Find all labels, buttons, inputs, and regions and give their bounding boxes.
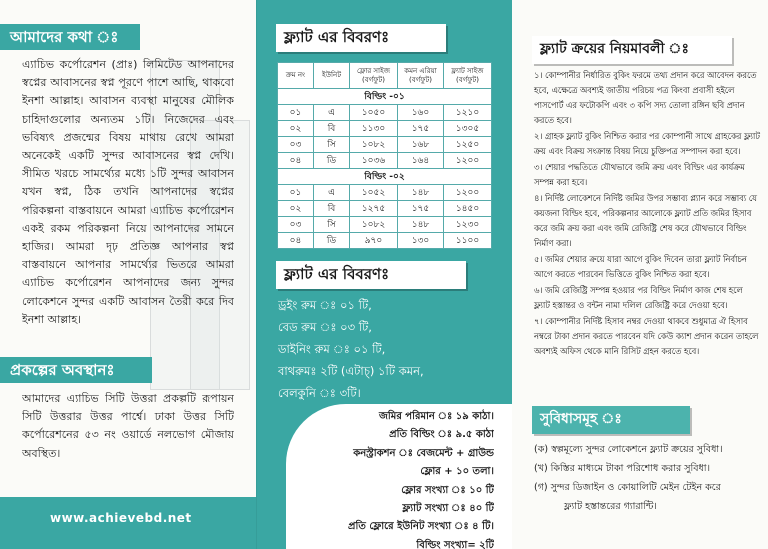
table-cell: ১২৭৫ (350, 201, 398, 217)
table-cell: ১০৫২ (350, 185, 398, 201)
project-stats-card (286, 404, 512, 549)
benefits-list (534, 440, 762, 516)
stat-item: ফ্লোর + ১০ তলা। (420, 466, 494, 478)
list-item: বাথরুমঃ ২টি (এটাচ্‌) ১টি কমন, (278, 364, 424, 378)
table-row (278, 105, 492, 121)
benefit-item: (খ) কিস্তির মাধ্যমে টাকা পরিশোধ করার সুবিধা। (534, 463, 710, 474)
col-header: ফ্ল্যাট সাইজ (বর্গফুট) (444, 63, 492, 89)
benefits-title: সুবিধাসমূহ ঃ (532, 406, 690, 434)
flat-details-list (278, 294, 498, 404)
fold-line (256, 0, 257, 549)
rules-list (534, 68, 760, 360)
rule-item: ২। গ্রাহক ফ্ল্যাট বুকিং নিশ্চিত করার পর কোম্পানী সাথে গ্রাহকের ফ্ল্যাট ক্রয় এবং বিক্রয় সংক্রান্ত বিষয় নিয়ে চুক্তিপত্র সম্পাদন করা হবে। (534, 131, 760, 156)
table-row (278, 217, 492, 233)
table-cell: ১৩০ (398, 233, 444, 249)
table-cell: ০২ (278, 201, 314, 217)
table-cell: সি (314, 137, 350, 153)
table-cell: ডি (314, 233, 350, 249)
table-cell: ১০৩৬ (350, 153, 398, 169)
table-cell: ১৭৫ (398, 201, 444, 217)
stat-item: জমির পরিমান ঃ ১৯ কাঠা। (378, 411, 494, 422)
left-panel (0, 0, 256, 549)
table-cell: ১০৫০ (350, 105, 398, 121)
table-cell: ০৪ (278, 233, 314, 249)
table-cell: ০৩ (278, 137, 314, 153)
table-cell: ১২০০ (444, 153, 492, 169)
table-row (278, 121, 492, 137)
location-text: আমাদের এ্যাচিভ সিটি উত্তরা প্রকল্পটি রূপায়ন সিটি উত্তরার উত্তর পার্শ্বে। ঢাকা উত্তর সিটি কর্পোরেশনের ৫৩ নং ওয়ার্ডে নলভোগ মৌজায় অবস্থিত। (22, 392, 234, 460)
flat-details-title: ফ্ল্যাট এর বিবরণঃ (276, 261, 466, 289)
table-cell: বি (314, 201, 350, 217)
rule-item: ১। কোম্পানীর নির্ধারিত বুকিং ফরমে তথ্য প্রদান করে আবেদন করতে হবে, এক্ষেত্রে অবশ্যই জাতীয় পরিচয় পত্র কিংবা প্রবাসী হইলে পাসপোর্ট এর ফটোকপি এবং ৩ কপি সদ্য তোলা রঙ্গিন ছবি প্রদান করতে হবে। (534, 70, 757, 125)
stat-item: প্রতি ফ্লোরে ইউনিট সংখ্যা ঃ ৪ টি। (348, 521, 494, 533)
table-cell: এ (314, 185, 350, 201)
table-cell: ১২১০ (444, 105, 492, 121)
table-cell: ০২ (278, 121, 314, 137)
table-row (278, 201, 492, 217)
table-cell: ১৬৪ (398, 153, 444, 169)
table-cell: ১৬০ (398, 105, 444, 121)
table-group-row (278, 89, 492, 105)
benefit-item: (ক) স্বল্পমূল্যে সুন্দর লোকেশনে ফ্ল্যাট ক্রয়ের সুবিধা। (534, 444, 723, 455)
flat-table-title: ফ্ল্যাট এর বিবরণঃ (276, 24, 446, 52)
about-title: আমাদের কথা ঃ (0, 24, 140, 50)
rule-item: ৪। নির্দিষ্ট লোকেশনে নির্দিষ্ট জমির উপর সম্ভাব্য প্ল্যান করে সম্ভাব্য যে কয়জনা বিল্ডিং হবে, পরিকল্পনার আলোকে ফ্ল্যাট প্রতি জমির হিসাব করে জমি ক্রয় করা এবং জমি রেজিষ্ট্রি শেষ করে যৌথভাবে বিল্ডিং নির্মাণ করা। (534, 193, 757, 248)
table-cell: ১৭৫ (398, 121, 444, 137)
building-group-label: বিল্ডিং -০১ (278, 89, 492, 105)
table-cell: বি (314, 121, 350, 137)
table-cell: ১৬৮ (398, 137, 444, 153)
table-row (278, 233, 492, 249)
col-header: কমন এরিয়া (বর্গফুট) (398, 63, 444, 89)
col-header: ইউনিট (314, 63, 350, 89)
table-cell: ১১০০ (444, 233, 492, 249)
stat-item: বিল্ডিং সংখ্যা= ২টি (416, 539, 494, 549)
benefit-item: ফ্ল্যাট হস্তান্তরের গ্যারান্টি। (564, 501, 657, 512)
table-cell: সি (314, 217, 350, 233)
stat-item: কনস্ট্রাকশন ঃ বেজমেন্ট + গ্রাউন্ড (353, 447, 494, 459)
table-group-row (278, 169, 492, 185)
building-group-label: বিল্ডিং -০২ (278, 169, 492, 185)
stat-item: ফ্লোর সংখ্যা ঃ ১০ টি (401, 484, 494, 496)
website-bar (0, 497, 256, 549)
flat-spec-table (277, 62, 492, 249)
table-cell: ১৪৮ (398, 217, 444, 233)
table-cell: ১২৩০ (444, 217, 492, 233)
table-cell: ১৪৫০ (444, 201, 492, 217)
table-cell: ১৪৮ (398, 185, 444, 201)
table-row (278, 153, 492, 169)
project-stats (286, 408, 494, 549)
table-cell: ১২৫০ (444, 137, 492, 153)
table-cell: ০৪ (278, 153, 314, 169)
rule-item: ৬। জমি রেজিষ্ট্রি সম্পন্ন হওয়ার পর বিল্ডিং নির্মাণ কাজ শেষ হলে ফ্ল্যাট হস্তান্তর ও বন্টন নামা দলিল রেজিষ্ট্রি করে দেওয়া হবে। (534, 285, 743, 310)
list-item: ড্রইং রুম ঃ ০১ টি, (278, 298, 372, 312)
location-title: প্রকল্পের অবস্থানঃ (0, 357, 152, 383)
table-cell: ১১৩০ (350, 121, 398, 137)
benefit-item: (গ) সুন্দর ডিজাইন ও কোয়ালিটি মেইন টেইন করে (534, 482, 721, 493)
table-row (278, 185, 492, 201)
table-row (278, 137, 492, 153)
table-body (278, 89, 492, 249)
rule-item: ৫। জমির শেয়ার ক্রয়ে যারা আগে বুকিং দিবেন তারা ফ্ল্যাট নির্বাচন আগে করতে পারবেন ভিত্তিতে বুকিং নিশ্চিত করা হবে। (534, 254, 747, 279)
list-item: ডাইনিং রুম ঃ ০১ টি, (278, 342, 386, 356)
list-item: বেলকুনি ঃ ৩টি। (278, 386, 361, 400)
table-cell: ১৩০৫ (444, 121, 492, 137)
rule-item: ৩। শেয়ার পদ্ধতিতে যৌথভাবে জমি ক্রয় এবং বিল্ডিং এর কার্যক্রম সম্পন্ন করা হবে। (534, 162, 745, 187)
stat-item: ফ্ল্যাট সংখ্যা ঃ ৪০ টি (402, 503, 494, 515)
table-cell: ১২০০ (444, 185, 492, 201)
right-panel (512, 0, 768, 549)
table-cell: এ (314, 105, 350, 121)
table-cell: ১০৮২ (350, 217, 398, 233)
table-cell: ডি (314, 153, 350, 169)
table-cell: ১০৮২ (350, 137, 398, 153)
about-text: এ্যাচিভ কর্পোরেশন (প্রাঃ) লিমিটেড আপনাদের স্বপ্নের আবাসনের স্বপ্ন পূরণে পাশে আছি, থাকবো ইনশা আল্লাহ। আবাসন ব্যবস্থা মানুষের মৌলিক চাহিদাগুলোর অন্যতম ১টি। নিজেদের এবং ভবিষ্যৎ প্রজন্মের বিষয় মাথায় রেখে আমরা অনেকেই একটি সুন্দর আবাসনের স্বপ্ন দেখি। সীমিত খরচে সামর্থ্যের মধ্যে ১টি সুন্দর আবাসন যখন স্বপ্ন, ঠিক তখনি আপনাদের স্বপ্নের পরিকল্পনা বাস্তবায়নে আমরা এ্যাচিভ কর্পোরেশন একই রকম পরিকল্পনা নিয়ে আপনাদের সামনে হাজির। আমরা দৃঢ় প্রতিজ্ঞ আপনার স্বপ্ন বাস্তবায়নে আপনার সামর্থ্যের ভিতরে আমরা এ্যাচিভ কর্পোরেশন আপনাদের জন্য সুন্দর লোকেশনে সুন্দর একটি আবাসন তৈরী করে দিব ইনশা আল্লাহ। (22, 58, 234, 326)
rule-item: ৭। কোম্পানীর নির্দিষ্ট হিসাব নম্বর দেওয়া থাকবে শুধুমাত্র ঐ হিসাব নম্বরে টাকা প্রদান করতে পারবেন যদি কেউ ক্যাশ প্রদান করেন তাহলে অবশ্যই অফিস থেকে মানি রিসিট গ্রহন করতে হবে। (534, 316, 759, 356)
table-cell: ০১ (278, 105, 314, 121)
list-item: বেড রুম ঃ ০৩ টি, (278, 320, 372, 334)
table-header-row (278, 63, 492, 89)
table-cell: ৯৭০ (350, 233, 398, 249)
table-cell: ০৩ (278, 217, 314, 233)
rules-title: ফ্ল্যাট ক্রয়ের নিয়মাবলী ঃ (532, 36, 732, 64)
col-header: ক্রম নং (278, 63, 314, 89)
col-header: ফ্লোর সাইজ (বর্গফুট) (350, 63, 398, 89)
website-link[interactable]: www.achievebd.net (50, 511, 192, 525)
stat-item: প্রতি বিল্ডিং ঃ ৯.৫ কাঠা (389, 429, 494, 441)
table-cell: ০১ (278, 185, 314, 201)
